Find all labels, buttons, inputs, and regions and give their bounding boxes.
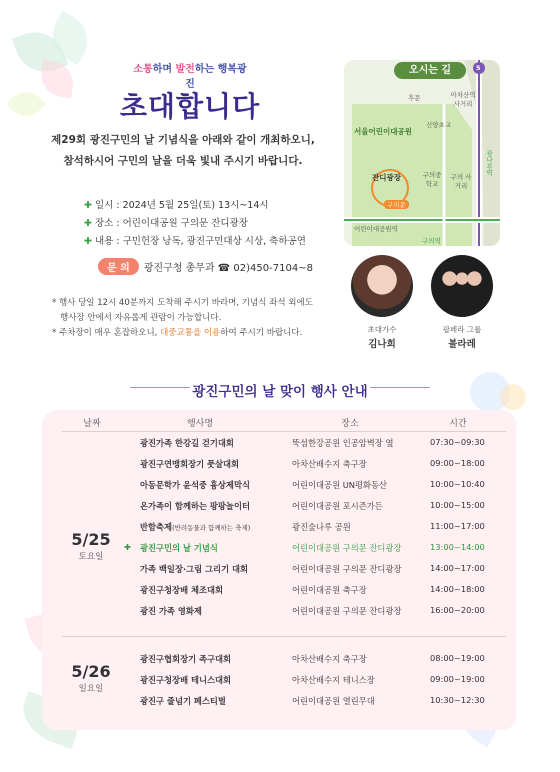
event-name: 광진구협회장기 족구대회 xyxy=(140,654,232,664)
map-label-sinyang: 신양초교 xyxy=(426,121,452,129)
map-label-guui-station: 구의역 xyxy=(422,237,441,245)
contact-info xyxy=(98,258,313,275)
group-photo xyxy=(431,255,493,317)
highlight-icon: ✚ xyxy=(124,542,131,552)
event-time: 10:00~10:40 xyxy=(430,479,485,489)
day-divider xyxy=(62,636,506,637)
event-time: 08:00~19:00 xyxy=(430,653,485,663)
page-title: 초대합니다 xyxy=(119,90,261,123)
detail-date: ✚ 일시 : 2024년 5월 25일(토) 13시~14시 xyxy=(84,200,269,211)
day2-date: 5/26 xyxy=(71,662,111,681)
event-place: 어린이대공원 축구장 xyxy=(292,585,367,595)
event-name: 광진구 줄넘기 페스티벌 xyxy=(140,696,226,706)
singer-photo xyxy=(351,255,413,317)
title-ornament-right xyxy=(370,387,430,388)
event-time: 11:00~17:00 xyxy=(430,521,485,531)
event-name: 광진 가족 영화제 xyxy=(140,606,202,616)
directions-map xyxy=(344,60,500,246)
map-label-plaza: 잔디광장 xyxy=(372,173,401,182)
contact-badge: 문 의 xyxy=(98,258,139,275)
detail-content: ✚ 내용 : 구민헌장 낭독, 광진구민대상 시상, 축하공연 xyxy=(84,236,306,247)
map-label-gate: 구의문 xyxy=(384,200,409,209)
event-place: 어린이대공원 UN평화동산 xyxy=(292,480,388,490)
event-name: 광진구연맹회장기 풋살대회 xyxy=(140,459,240,469)
day1-date: 5/25 xyxy=(71,530,111,549)
performer-name: 볼라레 xyxy=(448,339,476,350)
event-place: 어린이대공원 열린무대 xyxy=(292,696,375,706)
map-label-gwangnaru: 광나루역 xyxy=(485,150,493,176)
map-label-park-road: 어린이대공원역 xyxy=(354,225,398,233)
col-header-time: 시간 xyxy=(449,419,467,429)
map-label-park: 서울어린이대공원 xyxy=(354,127,412,136)
event-name: 광진구청장배 테니스대회 xyxy=(140,675,232,685)
schedule-title: 광진구민의 날 맞이 행사 안내 xyxy=(192,384,368,400)
performer-role: 초대가수 xyxy=(367,325,397,334)
map-label-guui-middle: 구의중학교 xyxy=(422,171,442,188)
map-label-achasan: 아차산역 사거리 xyxy=(450,91,476,108)
event-time: 14:00~17:00 xyxy=(430,563,485,573)
event-time: 10:30~12:30 xyxy=(430,695,485,705)
event-name: 아동문학가 윤석중 흉상제막식 xyxy=(140,480,250,490)
performer-name: 김나희 xyxy=(368,339,396,350)
map-title: 오시는 길 xyxy=(394,62,466,79)
event-place: 뚝섬한강공원 인공암벽장 옆 xyxy=(292,438,394,448)
event-name: 가족 백일장·그림 그리기 대회 xyxy=(140,564,248,574)
event-name: 반함축제 xyxy=(140,522,173,532)
notes: * 행사 당일 12시 40분까지 도착해 주시기 바라며, 기념식 좌석 외에도 행사장 안에서 자유롭게 관람이 가능합니다. * 주차장이 매우 혼잡하오니, 대중교통을 이용하여 주시기 바랍니다. xyxy=(52,298,313,338)
event-place: 어린이대공원 구의문 잔디광장 xyxy=(292,606,402,616)
event-place: 아차산배수지 축구장 xyxy=(292,459,367,469)
event-name: 온가족이 함께하는 팡팡놀이터 xyxy=(140,501,250,511)
event-place: 아차산배수지 축구장 xyxy=(292,654,367,664)
day2-weekday: 일요일 xyxy=(78,684,104,694)
col-header-date: 날짜 xyxy=(83,419,101,429)
map-graphic xyxy=(344,60,500,246)
map-label-back-gate: 후문 xyxy=(408,94,421,102)
detail-place: ✚ 장소 : 어린이대공원 구의문 잔디광장 xyxy=(84,218,248,229)
contact-text: 광진구청 총무과 ☎ 02)450-7104~8 xyxy=(143,263,313,274)
event-time: 13:00~14:00 xyxy=(430,542,485,552)
event-time: 14:00~18:00 xyxy=(430,584,485,594)
col-header-place: 장소 xyxy=(341,419,359,429)
intro-text: 제29회 광진구민의 날 기념식을 아래와 같이 개최하오니, 참석하시어 구민의 날을 더욱 빛내 주시기 바랍니다. xyxy=(51,134,315,167)
event-time: 16:00~20:00 xyxy=(430,605,485,615)
event-time: 09:00~18:00 xyxy=(430,458,485,468)
event-time: 10:00~15:00 xyxy=(430,500,485,510)
day1-weekday: 토요일 xyxy=(78,552,104,562)
map-label-line5: 5 xyxy=(476,64,481,72)
event-subtitle: (반려동물과 함께하는 축제) xyxy=(172,524,251,532)
map-label-guui-crossroad: 구의 사거리 xyxy=(450,173,472,190)
event-details xyxy=(84,197,334,251)
event-place: 광진숲나루 공원 xyxy=(292,522,351,532)
header-divider xyxy=(62,431,506,432)
col-header-event: 행사명 xyxy=(186,419,214,429)
event-time: 09:00~19:00 xyxy=(430,674,485,684)
performer-role: 팝페라 그룹 xyxy=(442,325,482,334)
event-time: 07:30~09:30 xyxy=(430,437,485,447)
slogan: 소통하며 발전하는 행복광진 xyxy=(133,64,247,90)
event-name: 광진구민의 날 기념식 xyxy=(140,543,218,553)
event-name: 광진가족 한강길 걷기대회 xyxy=(140,438,234,448)
event-place: 어린이대공원 구의문 잔디광장 xyxy=(292,564,402,574)
event-name: 광진구청장배 체조대회 xyxy=(140,585,224,595)
event-place: 아차산배수지 테니스장 xyxy=(292,675,375,685)
event-place: 어린이대공원 구의문 잔디광장 xyxy=(292,543,402,553)
event-place: 어린이대공원 포시즌가든 xyxy=(292,501,383,511)
